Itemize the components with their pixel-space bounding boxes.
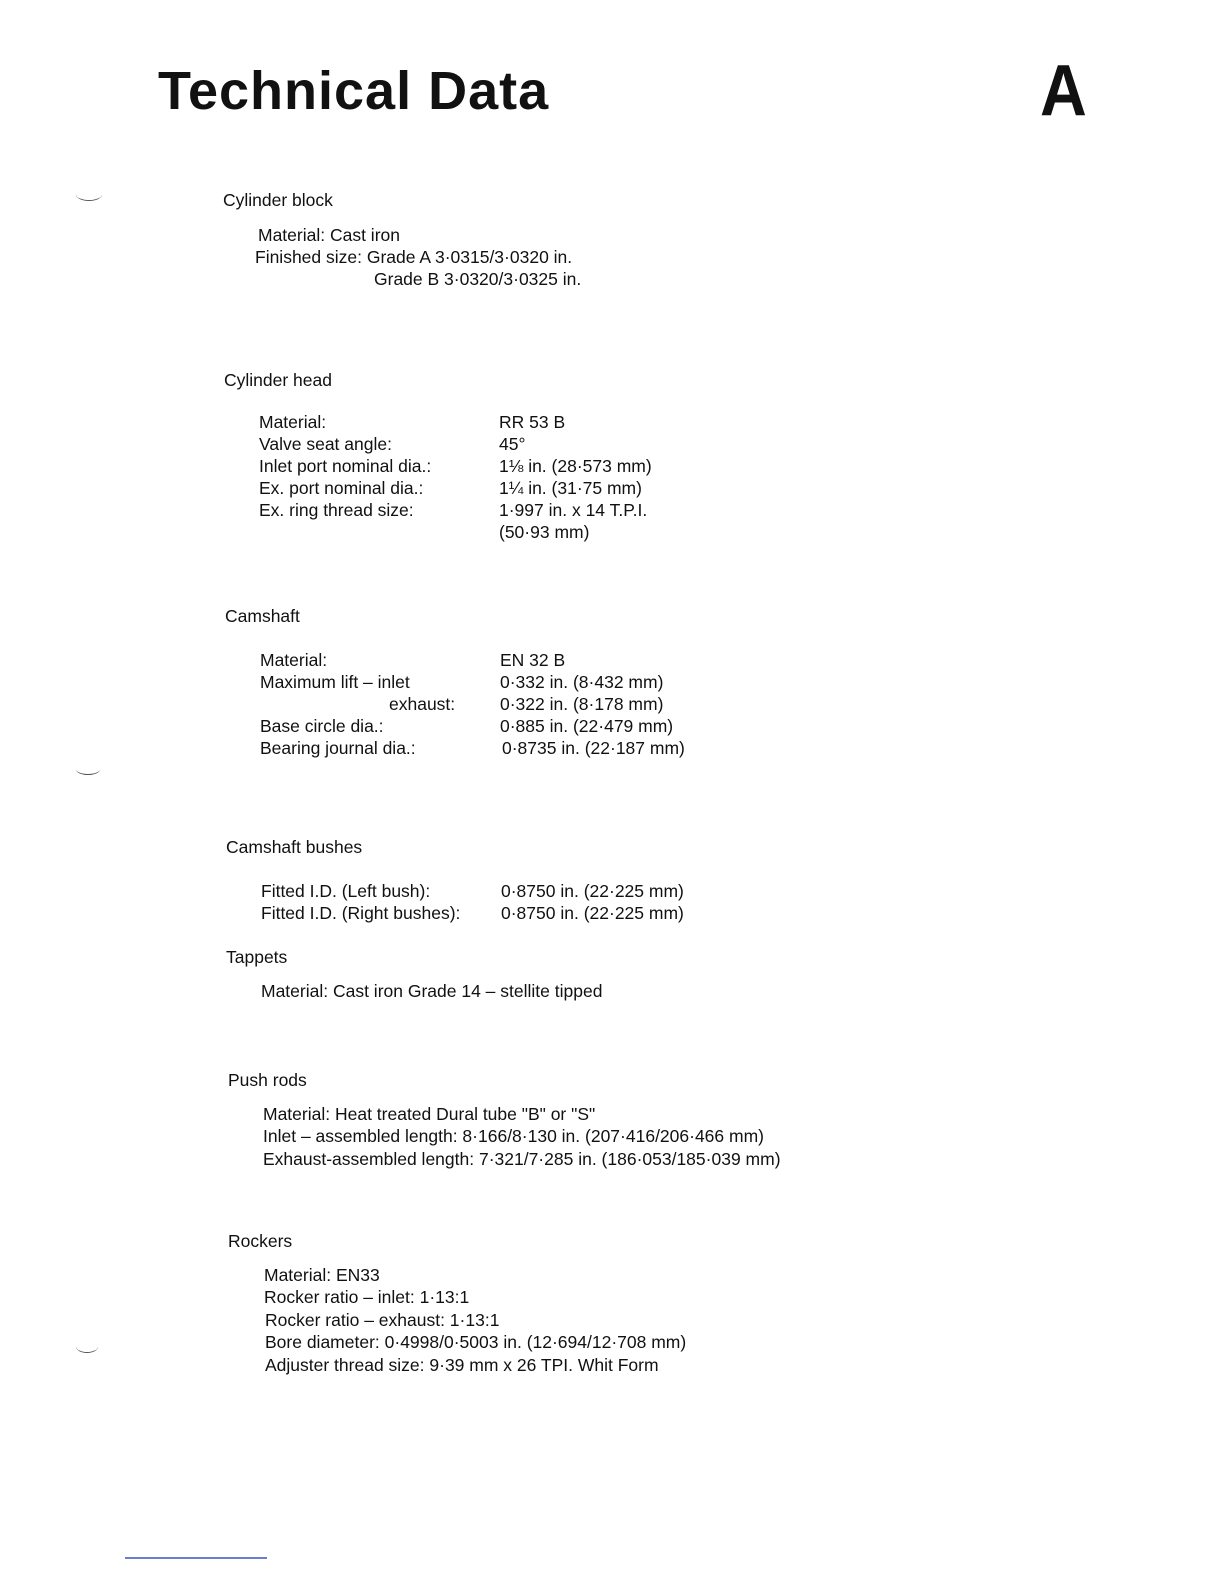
camshaft-row: [260, 737, 685, 759]
cylinder-head-row: [259, 455, 652, 477]
camshaft-bushes-row: [261, 902, 684, 924]
row-label: Fitted I.D. (Left bush):: [261, 881, 431, 901]
camshaft-row: [260, 671, 685, 693]
cylinder-block-finished-size: Finished size: Grade A 3·0315/3·0320 in.: [255, 247, 573, 267]
camshaft-row: [260, 715, 685, 737]
row-label: Fitted I.D. (Right bushes):: [261, 903, 461, 923]
row-value: 1·997 in. x 14 T.P.I.: [499, 500, 648, 520]
row-value: EN 32 B: [500, 650, 566, 670]
rockers-adjuster-thread: Adjuster thread size: 9·39 mm x 26 TPI. Whit Form: [265, 1355, 659, 1375]
row-value: 0·8750 in. (22·225 mm): [501, 881, 684, 901]
cylinder-block-heading: Cylinder block: [223, 190, 333, 210]
row-label: Material:: [259, 412, 327, 432]
tappets-material: Material: Cast iron Grade 14 – stellite tipped: [261, 981, 603, 1001]
margin-mark: [76, 188, 102, 201]
row-label: exhaust:: [389, 694, 456, 714]
row-value: 1¼ in. (31·75 mm): [499, 478, 642, 498]
page-title: Technical Data: [158, 61, 550, 121]
cylinder-head-row: [259, 521, 652, 543]
push-rods-material: Material: Heat treated Dural tube "B" or "S": [263, 1104, 596, 1124]
row-value: 1⅛ in. (28·573 mm): [499, 456, 652, 476]
cylinder-block-grade-b: Grade B 3·0320/3·0325 in.: [374, 269, 582, 289]
margin-mark: [76, 1340, 98, 1353]
row-label: Bearing journal dia.:: [260, 738, 416, 758]
row-value: (50·93 mm): [499, 522, 590, 542]
rockers-bore-diameter: Bore diameter: 0·4998/0·5003 in. (12·694/12·708 mm): [265, 1332, 687, 1352]
footer-rule: [125, 1557, 267, 1559]
camshaft-bushes-row: [261, 880, 684, 902]
camshaft-bushes-table: [261, 880, 684, 924]
row-value: 0·885 in. (22·479 mm): [500, 716, 674, 736]
camshaft-row: [260, 693, 685, 715]
cylinder-head-row: [259, 433, 652, 455]
cylinder-head-heading: Cylinder head: [224, 370, 332, 390]
camshaft-row: [260, 649, 685, 671]
row-value: 0·322 in. (8·178 mm): [500, 694, 664, 714]
row-value: 0·332 in. (8·432 mm): [500, 672, 664, 692]
cylinder-block-material: Material: Cast iron: [258, 225, 400, 245]
cylinder-head-row: [259, 499, 652, 521]
row-label: Base circle dia.:: [260, 716, 384, 736]
row-label: Inlet port nominal dia.:: [259, 456, 432, 476]
push-rods-exhaust-length: Exhaust-assembled length: 7·321/7·285 in. (186·053/185·039 mm): [263, 1149, 781, 1169]
row-value: 0·8735 in. (22·187 mm): [502, 738, 685, 758]
row-label: Ex. ring thread size:: [259, 500, 414, 520]
row-label: Material:: [260, 650, 328, 670]
camshaft-table: [260, 649, 685, 759]
row-label: Ex. port nominal dia.:: [259, 478, 424, 498]
row-label: [259, 521, 499, 543]
cylinder-head-table: [259, 411, 652, 543]
rockers-material: Material: EN33: [264, 1265, 380, 1285]
row-value: 45°: [499, 434, 526, 454]
row-value: RR 53 B: [499, 412, 566, 432]
row-value: 0·8750 in. (22·225 mm): [501, 903, 684, 923]
camshaft-bushes-heading: Camshaft bushes: [226, 837, 363, 857]
rockers-heading: Rockers: [228, 1231, 293, 1251]
tappets-heading: Tappets: [226, 947, 288, 967]
push-rods-heading: Push rods: [228, 1070, 307, 1090]
row-label: Valve seat angle:: [259, 434, 392, 454]
margin-mark: [76, 764, 100, 775]
camshaft-heading: Camshaft: [225, 606, 300, 626]
cylinder-head-row: [259, 411, 652, 433]
rockers-ratio-inlet: Rocker ratio – inlet: 1·13:1: [264, 1287, 470, 1307]
row-label: Maximum lift – inlet: [260, 672, 410, 692]
rockers-ratio-exhaust: Rocker ratio – exhaust: 1·13:1: [265, 1310, 500, 1330]
push-rods-inlet-length: Inlet – assembled length: 8·166/8·130 in. (207·416/206·466 mm): [263, 1126, 764, 1146]
section-letter: A: [1040, 51, 1087, 131]
cylinder-head-row: [259, 477, 652, 499]
